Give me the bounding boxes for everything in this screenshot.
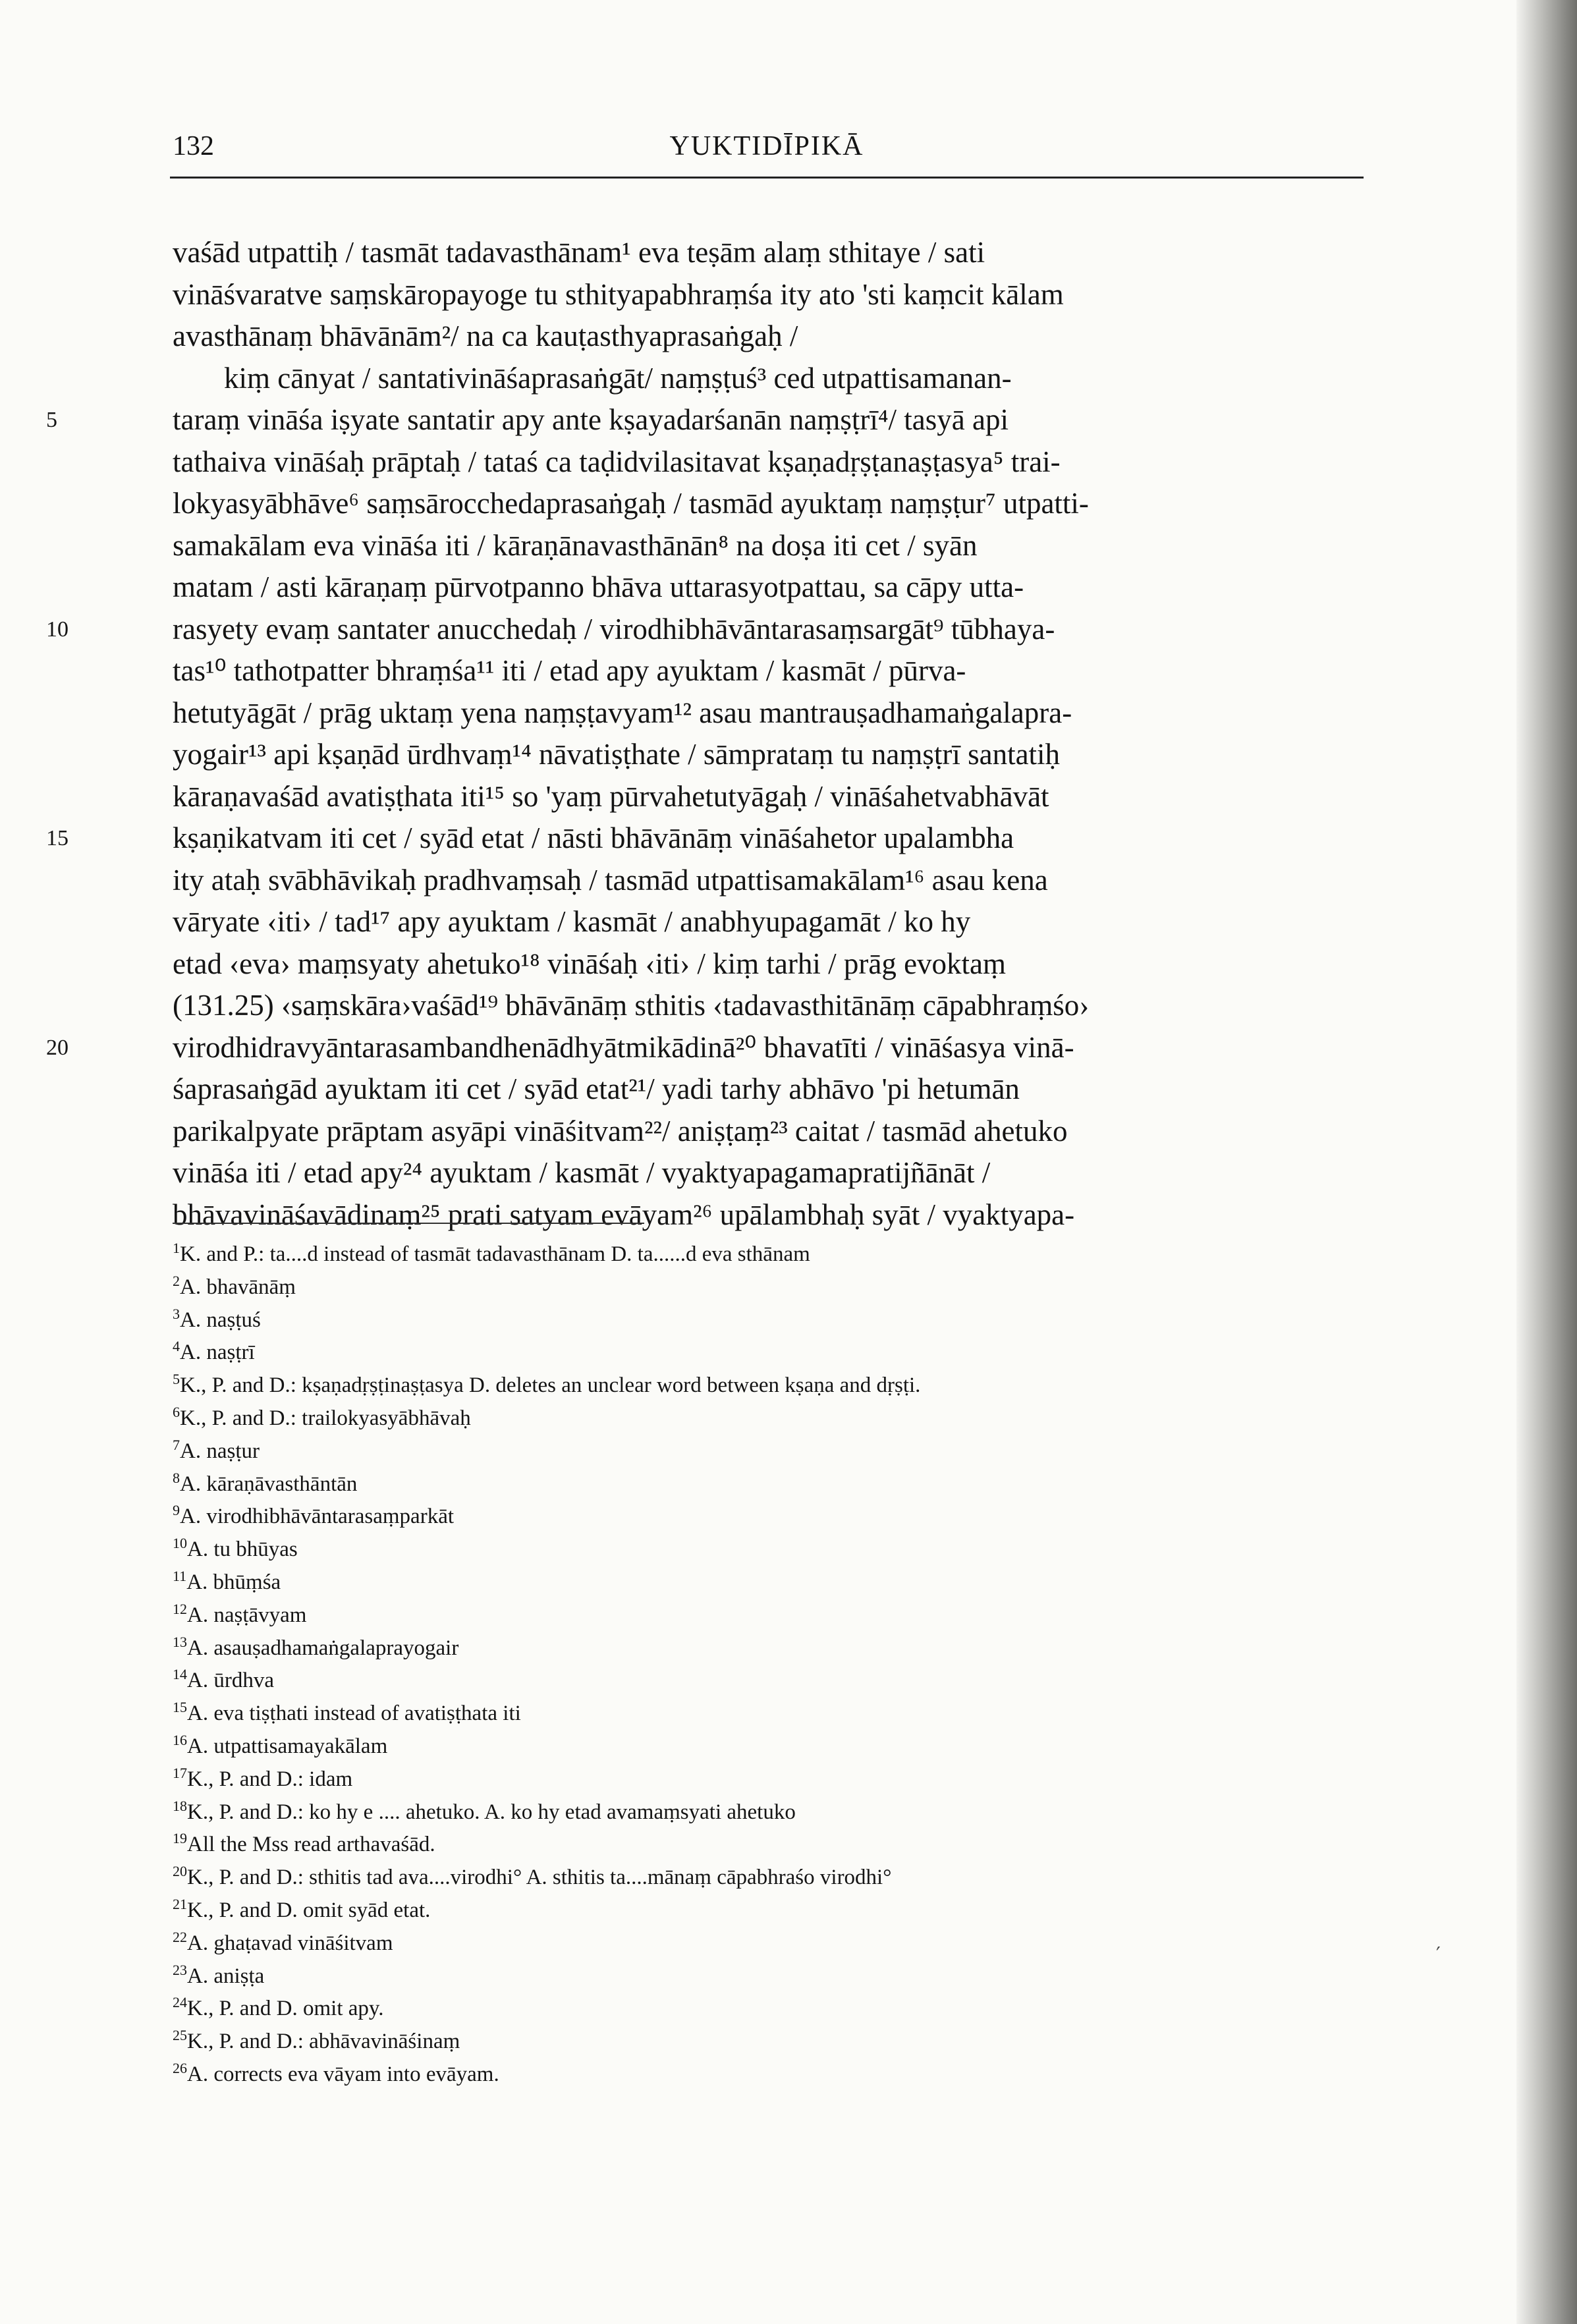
footnote-text: K., P. and D.: idam bbox=[187, 1767, 353, 1791]
footnote-text: A. bhūṃśa bbox=[186, 1570, 281, 1594]
footnote bbox=[173, 1298, 1358, 1331]
text-line: vināśa iti / etad apy²⁴ ayuktam / kasmāt / vyaktyapagamapratijñānāt / bbox=[173, 1156, 991, 1189]
book-title: YUKTIDĪPIKĀ bbox=[669, 131, 864, 161]
text-line: etad ‹eva› maṃsyaty ahetuko¹⁸ vināśaḥ ‹iti› / kiṃ tarhi / prāg evoktaṃ bbox=[173, 947, 1007, 980]
footnote bbox=[173, 1232, 1358, 1265]
footnote-text: A. corrects eva vāyam into evāyam. bbox=[187, 2062, 499, 2086]
text-line: tathaiva vināśaḥ prāptaḥ / tataś ca taḍidvilasitavat kṣaṇadṛṣṭanaṣṭasya⁵ trai- bbox=[173, 445, 1061, 478]
running-head bbox=[170, 128, 1364, 179]
footnote-text: K., P. and D.: kṣaṇadṛṣṭinaṣṭasya D. deletes an unclear word between kṣaṇa and dṛṣṭi. bbox=[180, 1373, 921, 1398]
footnote-number: 13 bbox=[173, 1633, 187, 1650]
text-line: parikalpyate prāptam asyāpi vināśitvam²²/ aniṣṭaṃ²³ caitat / tasmād ahetuko bbox=[173, 1114, 1068, 1148]
text-line: kṣaṇikatvam iti cet / syād etat / nāsti bhāvānāṃ vināśahetor upalambha bbox=[173, 821, 1014, 854]
footnote-number: 17 bbox=[173, 1764, 187, 1781]
footnote bbox=[173, 1527, 1358, 1560]
footnote-number: 11 bbox=[173, 1567, 187, 1584]
footnote-text: A. utpattisamayakālam bbox=[187, 1734, 388, 1758]
footnote-text: A. bhavānāṃ bbox=[180, 1275, 296, 1299]
footnote-text: A. tu bhūyas bbox=[187, 1537, 298, 1562]
footnote-text: A. naṣṭuś bbox=[180, 1308, 261, 1332]
footnote bbox=[173, 1560, 1358, 1593]
line-number-5: 5 bbox=[46, 408, 57, 432]
footnote-number: 19 bbox=[173, 1830, 187, 1847]
footnote bbox=[173, 2052, 1358, 2085]
footnote-text: A. kāraṇāvasthāntān bbox=[180, 1472, 358, 1496]
footnote bbox=[173, 1429, 1358, 1462]
footnote bbox=[173, 1790, 1358, 1823]
footnote bbox=[173, 2019, 1358, 2052]
text-line: matam / asti kāraṇaṃ pūrvotpanno bhāva uttarasyotpattau, sa cāpy utta- bbox=[173, 570, 1024, 603]
footnote bbox=[173, 1626, 1358, 1659]
footnote-number: 18 bbox=[173, 1797, 187, 1814]
footnote-text: A. aniṣṭa bbox=[187, 1964, 265, 1988]
text-line: kāraṇavaśād avatiṣṭhata iti¹⁵ so 'yaṃ pūrvahetutyāgaḥ / vināśahetvabhāvāt bbox=[173, 779, 1049, 813]
footnotes-block bbox=[173, 1232, 1358, 2085]
footnote-number: 25 bbox=[173, 2027, 187, 2044]
footnote-number: 15 bbox=[173, 1699, 187, 1716]
footnote-text: A. naṣṭāvyam bbox=[187, 1603, 307, 1627]
footnote-number: 4 bbox=[173, 1338, 180, 1355]
text-line: vāryate ‹iti› / tad¹⁷ apy ayuktam / kasmāt / anabhyupagamāt / ko hy bbox=[173, 905, 971, 938]
footnote-number: 20 bbox=[173, 1863, 187, 1880]
footnote-number: 2 bbox=[173, 1272, 180, 1289]
footnote bbox=[173, 1822, 1358, 1855]
text-line: rasyety evaṃ santater anucchedaḥ / virodhibhāvāntarasaṃsargāt⁹ tūbhaya- bbox=[173, 612, 1055, 646]
footnote bbox=[173, 1724, 1358, 1757]
footnote bbox=[173, 1494, 1358, 1527]
text-line: avasthānaṃ bhāvānām²/ na ca kauṭasthyaprasaṅgaḥ / bbox=[173, 319, 798, 352]
footnote-separator-rule bbox=[173, 1223, 644, 1224]
footnote-text: K., P. and D. omit syād etat. bbox=[187, 1898, 431, 1922]
footnote bbox=[173, 1888, 1358, 1921]
footnote bbox=[173, 1855, 1358, 1888]
footnote bbox=[173, 1658, 1358, 1691]
text-line: śaprasaṅgād ayuktam iti cet / syād etat²¹/ yadi tarhy abhāvo 'pi hetumān bbox=[173, 1072, 1020, 1105]
footnote-text: K. and P.: ta....d instead of tasmāt tadavasthānam D. ta......d eva sthānam bbox=[180, 1242, 810, 1266]
footnote-text: A. asauṣadhamaṅgalaprayogair bbox=[187, 1636, 459, 1660]
footnote-text: K., P. and D.: trailokyasyābhāvaḥ bbox=[180, 1406, 471, 1430]
footnote-number: 5 bbox=[173, 1371, 180, 1388]
text-line: taraṃ vināśa iṣyate santatir apy ante kṣayadarśanān naṃṣṭrī⁴/ tasyā api bbox=[173, 403, 1009, 436]
footnote-number: 10 bbox=[173, 1535, 187, 1552]
footnote-number: 22 bbox=[173, 1928, 187, 1945]
text-line: lokyasyābhāve⁶ saṃsārocchedaprasaṅgaḥ / tasmād ayuktaṃ naṃṣṭur⁷ utpatti- bbox=[173, 487, 1089, 520]
footnote-text: K., P. and D.: sthitis tad ava....virodhi° A. sthitis ta....mānaṃ cāpabhraśo virodhi° bbox=[187, 1866, 892, 1890]
footnote-text: K., P. and D.: abhāvavināśinaṃ bbox=[187, 2030, 460, 2054]
footnote-text: K., P. and D.: ko hy e .... ahetuko. A. ko hy etad avamaṃsyati ahetuko bbox=[187, 1800, 796, 1824]
footnote-number: 21 bbox=[173, 1895, 187, 1912]
stray-pen-mark: ′ bbox=[1436, 1943, 1441, 1966]
footnote-number: 8 bbox=[173, 1469, 180, 1486]
footnote-number: 6 bbox=[173, 1403, 180, 1420]
text-line: virodhidravyāntarasambandhenādhyātmikādinā²⁰ bhavatīti / vināśasya vinā- bbox=[173, 1030, 1074, 1064]
footnote bbox=[173, 1921, 1358, 1954]
footnote-text: A. ghaṭavad vināśitvam bbox=[187, 1931, 393, 1955]
text-line: vināśvaratve saṃskāropayoge tu sthityapabhraṃśa ity ato 'sti kaṃcit kālam bbox=[173, 277, 1064, 311]
footnote bbox=[173, 1757, 1358, 1790]
text-line: yogair¹³ api kṣaṇād ūrdhvaṃ¹⁴ nāvatiṣṭhate / sāmprataṃ tu naṃṣṭrī santatiḥ bbox=[173, 738, 1061, 771]
footnote bbox=[173, 1363, 1358, 1396]
text-line: samakālam eva vināśa iti / kāraṇānavasthānān⁸ na doṣa iti cet / syān bbox=[173, 528, 978, 562]
footnote bbox=[173, 1593, 1358, 1626]
footnote-text: All the Mss read arthavaśād. bbox=[187, 1833, 435, 1857]
footnote bbox=[173, 1330, 1358, 1363]
text-line: bhāvavināśavādinaṃ²⁵ prati satyam evāyam²⁶ upālambhaḥ syāt / vyaktyapa- bbox=[173, 1198, 1075, 1231]
text-line: kiṃ cānyat / santativināśaprasaṅgāt/ naṃṣṭuś³ ced utpattisamanan- bbox=[224, 361, 1012, 395]
footnote bbox=[173, 1954, 1358, 1987]
footnote-text: A. eva tiṣṭhati instead of avatiṣṭhata iti bbox=[187, 1702, 521, 1726]
footnote bbox=[173, 1691, 1358, 1724]
footnote bbox=[173, 1396, 1358, 1429]
footnote-number: 16 bbox=[173, 1731, 187, 1748]
footnote-number: 26 bbox=[173, 2059, 187, 2076]
text-line: (131.25) ‹saṃskāra›vaśād¹⁹ bhāvānāṃ sthitis ‹tadavasthitānāṃ cāpabhraṃśo› bbox=[173, 989, 1090, 1022]
text-line: hetutyāgāt / prāg uktaṃ yena naṃṣṭavyam¹² asau mantrauṣadhamaṅgalapra- bbox=[173, 696, 1072, 729]
text-line: tas¹⁰ tathotpatter bhraṃśa¹¹ iti / etad apy ayuktam / kasmāt / pūrva- bbox=[173, 654, 966, 687]
footnote-number: 12 bbox=[173, 1600, 187, 1617]
line-number-15: 15 bbox=[46, 826, 69, 850]
footnote-number: 7 bbox=[173, 1436, 180, 1453]
text-line: vaśād utpattiḥ / tasmāt tadavasthānam¹ eva teṣām alaṃ sthitaye / sati bbox=[173, 236, 985, 269]
footnote-number: 9 bbox=[173, 1502, 180, 1519]
footnote-number: 14 bbox=[173, 1666, 187, 1683]
footnote bbox=[173, 1462, 1358, 1495]
footnote-text: A. naṣṭur bbox=[180, 1439, 260, 1463]
main-text-block bbox=[173, 232, 1365, 1236]
scanned-page-edge-shadow bbox=[1516, 0, 1577, 2324]
footnote-number: 23 bbox=[173, 1961, 187, 1978]
footnote-number: 24 bbox=[173, 1994, 187, 2011]
line-number-20: 20 bbox=[46, 1035, 69, 1060]
footnote-number: 3 bbox=[173, 1305, 180, 1322]
text-line: ity ataḥ svābhāvikaḥ pradhvaṃsaḥ / tasmād utpattisamakālam¹⁶ asau kena bbox=[173, 863, 1048, 897]
footnote-text: A. naṣṭrī bbox=[180, 1341, 255, 1365]
page-number: 132 bbox=[173, 131, 214, 161]
footnote-text: K., P. and D. omit apy. bbox=[187, 1997, 384, 2021]
footnote-number: 1 bbox=[173, 1240, 180, 1256]
footnote bbox=[173, 1265, 1358, 1298]
line-number-10: 10 bbox=[46, 617, 69, 642]
footnote bbox=[173, 1986, 1358, 2019]
footnote-text: A. virodhibhāvāntarasaṃparkāt bbox=[180, 1505, 455, 1529]
footnote-text: A. ūrdhva bbox=[187, 1669, 274, 1693]
